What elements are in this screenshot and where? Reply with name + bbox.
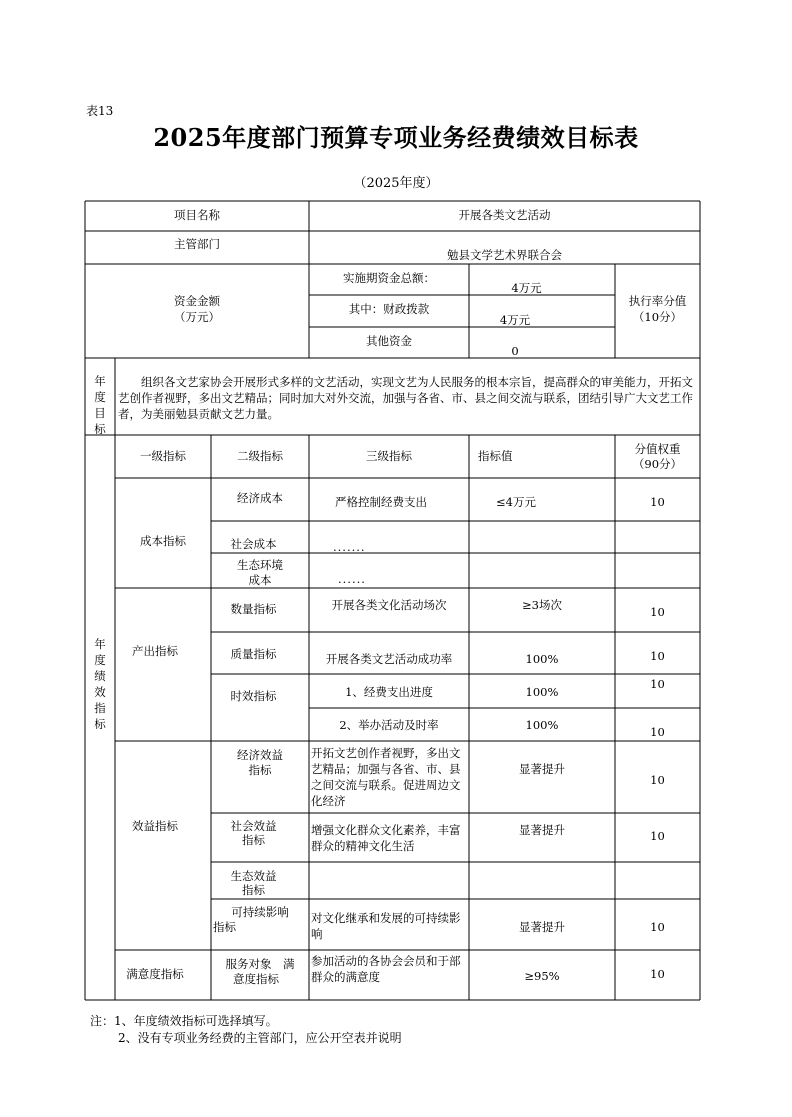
satisfaction-l2: 服务对象 满 bbox=[225, 957, 295, 971]
header-level2: 二级指标 bbox=[237, 449, 283, 463]
page-subtitle: （2025年度） bbox=[353, 176, 439, 191]
header-value: 指标值 bbox=[478, 449, 513, 463]
satisfaction-weight: 10 bbox=[650, 967, 665, 981]
benefit-sustain-l2: 可持续影响 bbox=[231, 905, 289, 919]
execution-rate-label: 执行率分值 bbox=[628, 294, 687, 308]
project-name-value: 开展各类文艺活动 bbox=[458, 208, 551, 222]
benefit-economic-l2: 经济效益 bbox=[237, 748, 283, 762]
output-quality-l3: 开展各类文艺活动成功率 bbox=[325, 652, 453, 666]
output-time1-value: 100% bbox=[525, 685, 559, 699]
header-weight-total: （90分） bbox=[632, 457, 683, 471]
cost-economic-weight: 10 bbox=[650, 495, 665, 509]
output-quantity-weight: 10 bbox=[650, 605, 665, 619]
execution-rate-score: （10分） bbox=[632, 310, 683, 324]
output-indicator: 产出指标 bbox=[132, 644, 178, 658]
output-time1-weight: 10 bbox=[650, 677, 665, 691]
dept-value: 勉县文学艺术界联合会 bbox=[447, 248, 562, 262]
funds-other-value: 0 bbox=[511, 344, 519, 358]
annual-goal-label: 年度目标 bbox=[94, 374, 106, 436]
satisfaction-indicator: 满意度指标 bbox=[126, 967, 184, 981]
cost-social-l3: ....... bbox=[333, 540, 366, 554]
benefit-eco-l2-line2: 指标 bbox=[242, 883, 265, 897]
benefit-economic-l3: 开拓文艺创作者视野，多出文艺精品；加强与各省、市、县之间交流与联系。促进周边文化经济 bbox=[311, 746, 461, 808]
table-number: 表13 bbox=[86, 104, 114, 118]
satisfaction-value: ≥95% bbox=[524, 969, 560, 983]
output-time2-weight: 10 bbox=[650, 725, 665, 739]
annual-goal-text: 组织各文艺家协会开展形式多样的文艺活动，实现文艺为人民服务的根本宗旨，提高群众的审美能力，开拓文艺创作者视野，多出文艺精品；同时加大对外交流，加强与各省、市、县之间交流与联系，团结引导广大文艺工作者，为美丽勉县贡献文艺力量。 bbox=[118, 375, 693, 421]
cost-economic-l3: 严格控制经费支出 bbox=[335, 495, 427, 509]
annual-indicators-label: 年度绩效指标 bbox=[94, 637, 106, 731]
output-time1-l3: 1、经费支出进度 bbox=[345, 685, 433, 699]
benefit-economic-l2-line2: 指标 bbox=[248, 763, 272, 777]
page-title: 2025年度部门预算专项业务经费绩效目标表 bbox=[153, 123, 639, 152]
funds-label: 资金金额 bbox=[174, 294, 220, 308]
benefit-social-weight: 10 bbox=[650, 829, 665, 843]
funds-fiscal-value: 4万元 bbox=[499, 313, 531, 327]
benefit-social-l2: 社会效益 bbox=[230, 819, 277, 833]
header-level3: 三级指标 bbox=[366, 449, 412, 463]
benefit-social-l2-line2: 指标 bbox=[242, 833, 265, 847]
funds-other-label: 其他资金 bbox=[366, 334, 412, 348]
cost-social-l2: 社会成本 bbox=[230, 537, 277, 551]
benefit-indicator: 效益指标 bbox=[132, 819, 178, 833]
benefit-sustain-l3: 对文化继承和发展的可持续影响 bbox=[311, 911, 461, 941]
project-name-label: 项目名称 bbox=[174, 208, 220, 222]
note-2: 2、没有专项业务经费的主管部门，应公开空表并说明 bbox=[118, 1031, 402, 1045]
output-quality-value: 100% bbox=[525, 652, 559, 666]
cost-indicator: 成本指标 bbox=[140, 534, 186, 548]
benefit-sustain-value: 显著提升 bbox=[519, 920, 565, 934]
cost-eco-l2-line2: 成本 bbox=[248, 573, 272, 587]
output-time2-value: 100% bbox=[525, 718, 559, 732]
output-quality-l2: 质量指标 bbox=[230, 647, 277, 661]
benefit-sustain-l2-line2: 指标 bbox=[213, 920, 236, 934]
funds-fiscal-label: 其中：财政拨款 bbox=[348, 302, 430, 316]
benefit-economic-weight: 10 bbox=[650, 773, 665, 787]
funds-total-value: 4万元 bbox=[511, 281, 542, 295]
header-level1: 一级指标 bbox=[140, 449, 186, 463]
benefit-social-value: 显著提升 bbox=[519, 823, 565, 837]
output-quantity-value: ≥3场次 bbox=[522, 598, 562, 612]
cost-economic-l2: 经济成本 bbox=[237, 491, 283, 505]
cost-economic-value: ≤4万元 bbox=[496, 495, 536, 509]
dept-label: 主管部门 bbox=[174, 237, 220, 251]
header-weight: 分值权重 bbox=[634, 442, 681, 456]
cost-eco-l3: ...... bbox=[338, 572, 366, 586]
output-time2-l3: 2、举办活动及时率 bbox=[339, 718, 439, 732]
note-1: 注：1、年度绩效指标可选择填写。 bbox=[90, 1014, 278, 1028]
satisfaction-l2-line2: 意度指标 bbox=[233, 972, 279, 986]
output-quantity-l2: 数量指标 bbox=[230, 602, 277, 616]
output-quality-weight: 10 bbox=[650, 649, 665, 663]
benefit-eco-l2: 生态效益 bbox=[230, 869, 277, 883]
satisfaction-l3: 参加活动的各协会会员和于部群众的满意度 bbox=[311, 954, 461, 984]
output-timeliness-l2: 时效指标 bbox=[230, 689, 277, 703]
output-quantity-l3: 开展各类文化活动场次 bbox=[331, 598, 447, 612]
funds-total-label: 实施期资金总额： bbox=[343, 271, 435, 285]
funds-unit-label: （万元） bbox=[174, 310, 220, 324]
benefit-social-l3: 增强文化群众文化素养，丰富群众的精神文化生活 bbox=[311, 823, 461, 853]
benefit-economic-value: 显著提升 bbox=[519, 762, 565, 776]
benefit-sustain-weight: 10 bbox=[650, 920, 665, 934]
cost-eco-l2: 生态环境 bbox=[237, 558, 283, 572]
